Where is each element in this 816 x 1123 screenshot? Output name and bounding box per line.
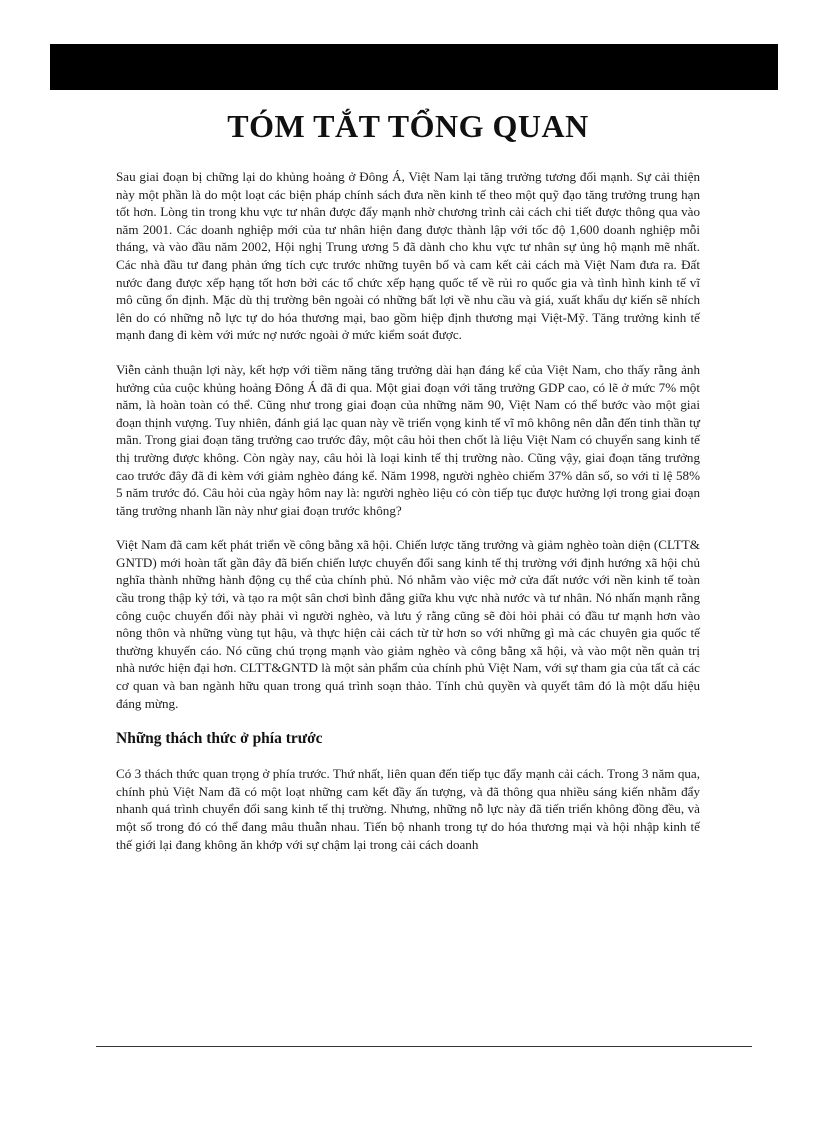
paragraph-1: Sau giai đoạn bị chững lại do khủng hoảng ở Đông Á, Việt Nam lại tăng trưởng tương đối mạnh. Sự cải thiện này một phần là do một loạt các biện pháp chính sách đưa nền kinh tế theo một quỹ đạo tăng trưởng trung hạn tốt hơn. Lòng tin trong khu vực tư nhân được đẩy mạnh nhờ chương trình cải cách chi tiết được thông qua vào năm 2001. Các doanh nghiệp mới của tư nhân hiện đang được thành lập với tốc độ 1,600 doanh nghiệp mỗi tháng, và vào đầu năm 2002, Hội nghị Trung ương 5 đã dành cho khu vực tư nhân sự ủng hộ mạnh mẽ nhất. Các nhà đầu tư đang phản ứng tích cực trước những tuyên bố và cam kết cải cách mà Việt Nam đưa ra. Đất nước đang được xếp hạng tốt hơn bởi các tổ chức xếp hạng quốc tế về rủi ro quốc gia và tình hình kinh tế vĩ mô cũng ổn định. Mặc dù thị trường bên ngoài có những bất lợi về nhu cầu và giá, xuất khẩu dự kiến sẽ nhích lên do có những nỗ lực tự do hóa thương mại, bao gồm hiệp định thương mại Việt-Mỹ. Tăng trưởng kinh tế mạnh đang đi kèm với mức nợ nước ngoài ở mức kiểm soát được. xyxy=(116,169,700,343)
header-bar xyxy=(50,44,778,90)
footer-divider xyxy=(96,1046,752,1047)
document-body xyxy=(116,168,700,870)
paragraph-4: Có 3 thách thức quan trọng ở phía trước. Thứ nhất, liên quan đến tiếp tục đẩy mạnh cải cách. Trong 3 năm qua, chính phủ Việt Nam đã có một loạt những cam kết đầy ấn tượng, và đã thông qua nhiều sáng kiến nhằm đẩy nhanh quá trình chuyển đổi sang kinh tế thị trường. Nhưng, những nỗ lực này đã tiến triển không đồng đều, và một số trong đó có thể đang mâu thuẫn nhau. Tiến bộ nhanh trong tự do hóa thương mại và hội nhập kinh tế thế giới lại đang không ăn khớp với sự chậm lại trong cải cách doanh xyxy=(116,766,700,852)
paragraph-2: Viễn cảnh thuận lợi này, kết hợp với tiềm năng tăng trưởng dài hạn đáng kể của Việt Nam, cho thấy rằng ảnh hưởng của cuộc khủng hoảng Đông Á đã đi qua. Một giai đoạn với tăng trưởng GDP cao, có lẽ ở mức 7% một năm, là hoàn toàn có thể. Cũng như trong giai đoạn của những năm 90, Việt Nam có thể bước vào một giai đoạn thịnh vượng. Tuy nhiên, đánh giá lạc quan này về triển vọng kinh tế vĩ mô không nên dẫn đến tinh thần tự mãn. Trong giai đoạn tăng trưởng cao trước đây, một câu hỏi then chốt là liệu Việt Nam có chuyển sang kinh tế thị trường được không. Còn ngày nay, câu hỏi là loại kinh tế thị trường nào. Cũng vậy, giai đoạn tăng trưởng cao trước đây đã đi kèm với giảm nghèo đáng kể. Năm 1998, người nghèo chiếm 37% dân số, so với tỉ lệ 58% 5 năm trước đó. Câu hỏi của ngày hôm nay là: người nghèo liệu có còn tiếp tục được hưởng lợi trong giai đoạn tăng trưởng nhanh lần này như giai đoạn trước không? xyxy=(116,361,700,518)
paragraph-3: Việt Nam đã cam kết phát triển về công bằng xã hội. Chiến lược tăng trưởng và giảm nghèo toàn diện (CLTT& GNTD) mới hoàn tất gần đây đã biến chiến lược chuyển đổi sang kinh tế thị trường với định hướng xã hội chủ nghĩa thành những hành động cụ thể của chính phủ. Nó nhằm vào việc mở cửa đất nước với nền kinh tế toàn cầu trong thập kỷ tới, và tạo ra một sân chơi bình đẳng giữa khu vực nhà nước và tư nhân. Nó nhấn mạnh rằng công cuộc chuyển đổi này phải vì người nghèo, và lưu ý rằng cũng sẽ đòi hỏi phải có đầu tư mạnh hơn vào nông thôn và những vùng tụt hậu, và thực hiện cải cách từ từ hơn so với những gì mà các chuyên gia quốc tế thường khuyến cáo. Nó cũng chú trọng mạnh vào giảm nghèo và công bằng xã hội, và vào một nền quản trị nhà nước hiện đại hơn. CLTT&GNTD là một sản phẩm của chính phủ Việt Nam, với sự tham gia của tất cả các cơ quan và ban ngành hữu quan trong quá trình soạn thảo. Tính chủ quyền và quyết tâm đó là một dấu hiệu đáng mừng. xyxy=(116,537,700,711)
page-title: TÓM TẮT TỔNG QUAN xyxy=(227,108,589,144)
section-heading: Những thách thức ở phía trước xyxy=(116,730,323,748)
